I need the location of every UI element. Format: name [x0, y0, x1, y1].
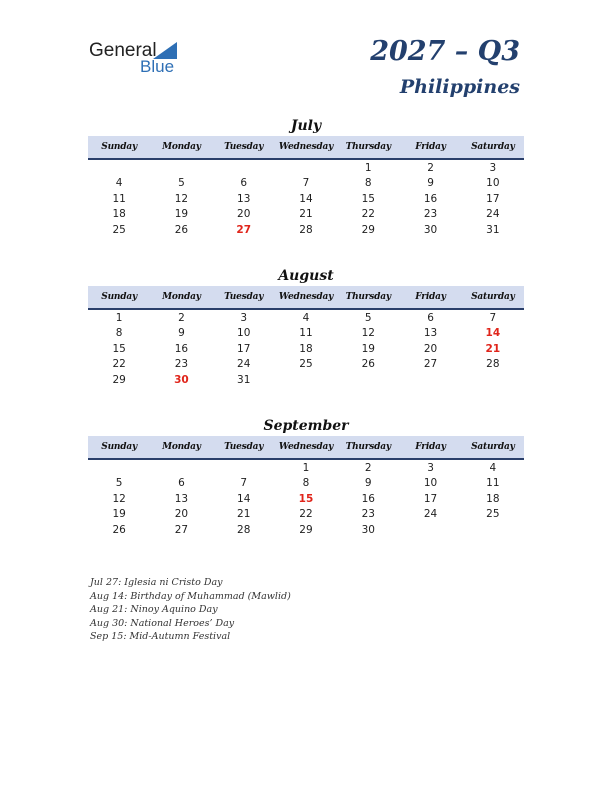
day-cell	[150, 459, 212, 476]
day-cell: 6	[240, 177, 248, 190]
day-cell: 5	[364, 311, 372, 324]
day-cell: 1	[302, 461, 310, 474]
day-cell	[337, 372, 399, 388]
day-cell: 18	[486, 492, 500, 505]
brand-blue-text: Blue	[140, 57, 175, 76]
day-cell	[275, 372, 337, 388]
day-cell: 24	[486, 208, 500, 221]
day-cell: 4	[115, 177, 123, 190]
holiday-note: Aug 30: National Heroes’ Day	[90, 617, 235, 629]
day-cell: 3	[489, 161, 497, 174]
day-cell: 2	[178, 311, 185, 324]
month-calendar-august	[88, 266, 524, 388]
day-cell: 10	[423, 477, 438, 490]
week-row	[88, 357, 524, 373]
day-cell: 19	[361, 342, 375, 355]
week-row	[88, 309, 524, 326]
day-cell	[399, 372, 461, 388]
day-cell: 15	[361, 192, 375, 205]
day-cell	[88, 459, 150, 476]
day-cell: 22	[361, 208, 375, 221]
day-cell: 15	[112, 342, 126, 355]
day-cell: 5	[115, 477, 123, 490]
weekday-header: Tuesday	[213, 136, 275, 159]
day-cell: 25	[299, 358, 313, 371]
day-cell: 12	[174, 192, 189, 205]
week-row	[88, 491, 524, 507]
day-cell	[88, 159, 150, 176]
day-cell: 3	[240, 311, 248, 324]
weekday-header: Sunday	[88, 136, 150, 159]
day-cell: 20	[423, 342, 438, 355]
weekday-header: Tuesday	[213, 286, 275, 309]
calendar-grid	[88, 436, 524, 538]
day-cell: 29	[361, 223, 375, 236]
day-cell	[399, 522, 461, 538]
week-row	[88, 207, 524, 223]
weekday-header-row	[88, 136, 524, 159]
day-cell: 1	[364, 161, 372, 174]
day-cell: 17	[486, 192, 500, 205]
day-cell: 29	[299, 523, 313, 536]
day-cell: 27	[174, 523, 189, 536]
day-cell: 14	[299, 192, 313, 205]
day-cell: 22	[299, 508, 313, 521]
day-cell	[462, 522, 524, 538]
day-cell: 8	[364, 177, 372, 190]
holiday-note: Aug 21: Ninoy Aquino Day	[90, 604, 218, 615]
day-cell: 28	[486, 358, 500, 371]
weekday-header-row	[88, 286, 524, 309]
day-cell: 12	[112, 492, 126, 505]
weekday-header: Saturday	[462, 436, 524, 459]
day-cell: 13	[423, 327, 438, 340]
day-cell: 23	[174, 358, 189, 371]
weekday-header: Wednesday	[275, 436, 337, 459]
day-cell: 27	[423, 358, 438, 371]
weekday-header: Sunday	[88, 286, 150, 309]
day-cell: 23	[423, 208, 438, 221]
day-cell: 11	[486, 477, 500, 490]
day-cell: 28	[237, 523, 251, 536]
week-row	[88, 372, 524, 388]
calendar-grid	[88, 136, 524, 238]
day-cell: 10	[486, 177, 500, 190]
day-cell: 16	[174, 342, 189, 355]
month-calendar-september	[88, 416, 524, 538]
day-cell: 25	[486, 508, 500, 521]
page-title: 2027 – Q3	[370, 36, 520, 67]
weekday-header: Monday	[150, 286, 212, 309]
holiday-note: Aug 14: Birthday of Muhammad (Mawlid)	[90, 590, 291, 602]
week-row	[88, 459, 524, 476]
weekday-header: Thursday	[337, 436, 399, 459]
day-cell: 30	[423, 223, 438, 236]
day-cell: 7	[240, 477, 248, 490]
weekday-header: Saturday	[462, 286, 524, 309]
day-cell: 24	[237, 358, 251, 371]
day-cell: 3	[427, 461, 434, 474]
month-name: July	[290, 118, 322, 134]
week-row	[88, 326, 524, 342]
weekday-header: Friday	[399, 286, 461, 309]
weekday-header: Wednesday	[275, 286, 337, 309]
day-cell: 1	[115, 311, 123, 324]
week-row	[88, 522, 524, 538]
weekday-header: Friday	[399, 436, 461, 459]
week-row	[88, 159, 524, 176]
brand-logo	[89, 40, 189, 76]
day-cell: 20	[174, 508, 189, 521]
day-cell: 13	[174, 492, 189, 505]
day-cell: 2	[364, 461, 372, 474]
day-cell: 4	[489, 461, 497, 474]
day-cell: 7	[302, 177, 310, 190]
day-cell	[213, 459, 275, 476]
day-cell: 21	[237, 508, 251, 521]
day-cell: 9	[178, 327, 185, 340]
week-row	[88, 341, 524, 357]
day-cell: 26	[174, 223, 189, 236]
weekday-header: Saturday	[462, 136, 524, 159]
day-cell: 14	[485, 327, 501, 340]
month-name: September	[263, 418, 349, 434]
day-cell: 7	[489, 311, 497, 324]
day-cell: 13	[237, 192, 251, 205]
day-cell: 19	[174, 208, 189, 221]
day-cell: 25	[112, 223, 126, 236]
month-calendar-july	[88, 116, 524, 238]
day-cell: 29	[112, 373, 126, 386]
weekday-header: Sunday	[88, 436, 150, 459]
day-cell: 30	[174, 373, 189, 386]
day-cell	[462, 372, 524, 388]
holiday-note: Jul 27: Iglesia ni Cristo Day	[90, 577, 223, 588]
weekday-header: Thursday	[337, 136, 399, 159]
day-cell: 8	[302, 477, 310, 490]
day-cell: 9	[364, 477, 372, 490]
day-cell: 5	[178, 177, 185, 190]
weekday-header: Friday	[399, 136, 461, 159]
calendar-grid	[88, 286, 524, 388]
day-cell: 4	[302, 311, 310, 324]
weekday-header: Thursday	[337, 286, 399, 309]
day-cell: 11	[299, 327, 313, 340]
day-cell: 19	[112, 508, 126, 521]
day-cell: 16	[423, 192, 438, 205]
day-cell: 11	[112, 192, 126, 205]
day-cell: 31	[486, 223, 500, 236]
day-cell	[213, 159, 275, 176]
day-cell: 20	[237, 208, 251, 221]
day-cell: 16	[361, 492, 375, 505]
day-cell: 2	[427, 161, 434, 174]
day-cell: 21	[299, 208, 313, 221]
day-cell: 26	[361, 358, 375, 371]
week-row	[88, 222, 524, 238]
day-cell: 27	[236, 223, 252, 236]
week-row	[88, 176, 524, 192]
day-cell: 14	[237, 492, 251, 505]
day-cell: 10	[237, 327, 251, 340]
brand-general-text: General	[89, 40, 157, 61]
day-cell: 23	[361, 508, 375, 521]
weekday-header: Monday	[150, 436, 212, 459]
month-name: August	[278, 268, 334, 284]
week-row	[88, 507, 524, 523]
day-cell: 24	[423, 508, 438, 521]
day-cell: 17	[423, 492, 438, 505]
holiday-notes	[90, 576, 291, 644]
weekday-header: Wednesday	[275, 136, 337, 159]
day-cell: 9	[427, 177, 434, 190]
day-cell: 8	[115, 327, 123, 340]
week-row	[88, 191, 524, 207]
day-cell	[150, 159, 212, 176]
day-cell: 6	[178, 477, 185, 490]
weekday-header: Tuesday	[213, 436, 275, 459]
weekday-header-row	[88, 436, 524, 459]
weekday-header: Monday	[150, 136, 212, 159]
day-cell: 18	[299, 342, 313, 355]
day-cell: 17	[237, 342, 251, 355]
holiday-note: Sep 15: Mid-Autumn Festival	[90, 631, 231, 642]
day-cell: 12	[361, 327, 375, 340]
day-cell: 30	[361, 523, 375, 536]
day-cell	[275, 159, 337, 176]
day-cell: 15	[298, 492, 314, 505]
day-cell: 21	[485, 342, 501, 355]
week-row	[88, 476, 524, 492]
day-cell: 6	[427, 311, 434, 324]
day-cell: 31	[237, 373, 251, 386]
day-cell: 28	[299, 223, 313, 236]
day-cell: 22	[112, 358, 126, 371]
day-cell: 26	[112, 523, 126, 536]
day-cell: 18	[112, 208, 126, 221]
page-subtitle: Philippines	[399, 76, 520, 98]
